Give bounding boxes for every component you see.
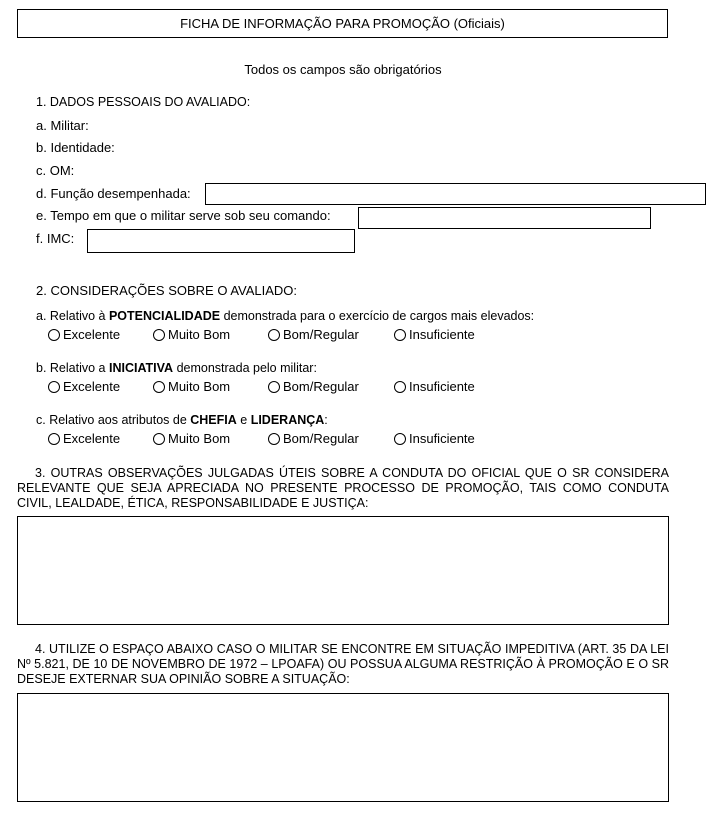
- section2-heading: 2. CONSIDERAÇÕES SOBRE O AVALIADO:: [36, 283, 298, 298]
- iniciativa-excelente[interactable]: Excelente: [48, 379, 153, 394]
- potencialidade-options: [48, 327, 475, 342]
- iniciativa-label: b. Relativo a INICIATIVA demonstrada pelo militar:: [36, 361, 317, 375]
- form-subtitle: Todos os campos são obrigatórios: [244, 62, 442, 77]
- section1-heading: 1. DADOS PESSOAIS DO AVALIADO:: [36, 95, 251, 109]
- radio-icon[interactable]: [394, 329, 406, 341]
- form-title: FICHA DE INFORMAÇÃO PARA PROMOÇÃO (Oficiais): [180, 16, 505, 31]
- imc-input[interactable]: [87, 229, 355, 253]
- radio-icon[interactable]: [153, 433, 165, 445]
- chefia-muito-bom[interactable]: Muito Bom: [153, 431, 268, 446]
- potencialidade-muito-bom[interactable]: Muito Bom: [153, 327, 268, 342]
- label-imc: f. IMC:: [36, 231, 75, 246]
- situacao-impeditiva-textarea[interactable]: [17, 693, 669, 802]
- chefia-lideranca-label: c. Relativo aos atributos de CHEFIA e LIDERANÇA:: [36, 413, 328, 427]
- label-om: c. OM:: [36, 163, 75, 178]
- label-tempo: e. Tempo em que o militar serve sob seu comando:: [36, 208, 331, 223]
- label-identidade: b. Identidade:: [36, 140, 115, 155]
- section3-text: 3. OUTRAS OBSERVAÇÕES JULGADAS ÚTEIS SOBRE A CONDUTA DO OFICIAL QUE O SR CONSIDERA RELEVANTE QUE SEJA APRECIADA NO PRESENTE PROCESSO DE PROMOÇÃO, TAIS COMO CONDUTA CIVIL, LEALDADE, ÉTICA, RESPONSABILIDADE E JUSTIÇA:: [17, 466, 669, 510]
- label-funcao: d. Função desempenhada:: [36, 186, 191, 201]
- radio-icon[interactable]: [48, 381, 60, 393]
- iniciativa-bom-regular[interactable]: Bom/Regular: [268, 379, 394, 394]
- potencialidade-label: a. Relativo à POTENCIALIDADE demonstrada para o exercício de cargos mais elevados:: [36, 309, 535, 323]
- radio-icon[interactable]: [153, 381, 165, 393]
- radio-icon[interactable]: [394, 433, 406, 445]
- funcao-input[interactable]: [205, 183, 706, 205]
- radio-icon[interactable]: [394, 381, 406, 393]
- label-militar: a. Militar:: [36, 118, 89, 133]
- chefia-bom-regular[interactable]: Bom/Regular: [268, 431, 394, 446]
- radio-icon[interactable]: [48, 329, 60, 341]
- section4-text: 4. UTILIZE O ESPAÇO ABAIXO CASO O MILITAR SE ENCONTRE EM SITUAÇÃO IMPEDITIVA (ART. 35 DA LEI Nº 5.821, DE 10 DE NOVEMBRO DE 1972 – LPOAFA) OU POSSUA ALGUMA RESTRIÇÃO À PROMOÇÃO E O SR DESEJE EXTERNAR SUA OPINIÃO SOBRE A SITUAÇÃO:: [17, 642, 669, 686]
- radio-icon[interactable]: [153, 329, 165, 341]
- potencialidade-excelente[interactable]: Excelente: [48, 327, 153, 342]
- radio-icon[interactable]: [268, 433, 280, 445]
- chefia-excelente[interactable]: Excelente: [48, 431, 153, 446]
- chefia-insuficiente[interactable]: Insuficiente: [394, 431, 475, 446]
- observacoes-textarea[interactable]: [17, 516, 669, 625]
- radio-icon[interactable]: [268, 381, 280, 393]
- radio-icon[interactable]: [48, 433, 60, 445]
- iniciativa-options: [48, 379, 475, 394]
- chefia-lideranca-options: [48, 431, 475, 446]
- tempo-input[interactable]: [358, 207, 651, 229]
- iniciativa-insuficiente[interactable]: Insuficiente: [394, 379, 475, 394]
- potencialidade-insuficiente[interactable]: Insuficiente: [394, 327, 475, 342]
- radio-icon[interactable]: [268, 329, 280, 341]
- form-title-box: [17, 9, 668, 38]
- potencialidade-bom-regular[interactable]: Bom/Regular: [268, 327, 394, 342]
- iniciativa-muito-bom[interactable]: Muito Bom: [153, 379, 268, 394]
